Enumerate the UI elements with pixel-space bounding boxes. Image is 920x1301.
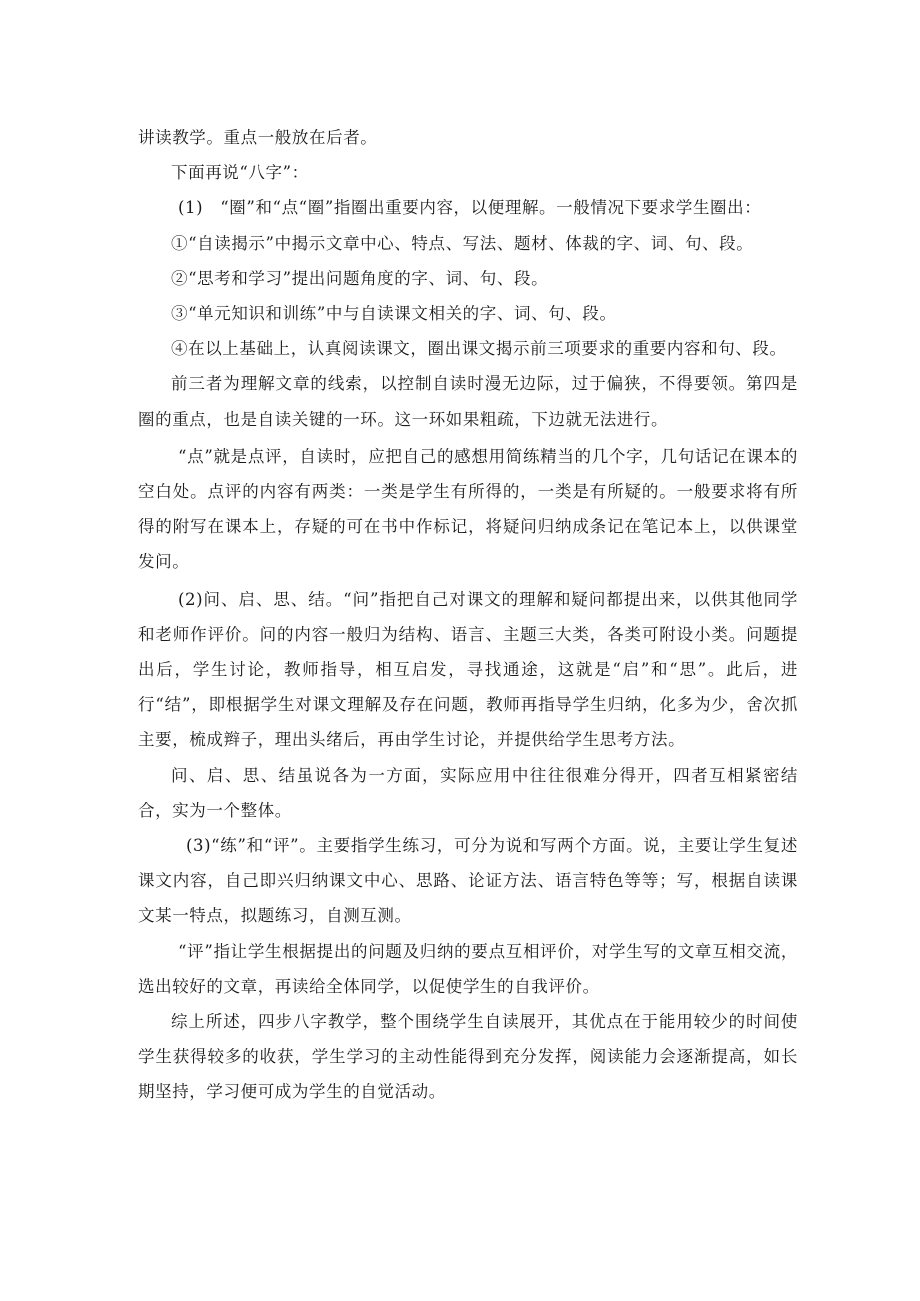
paragraph-10: (2)问、启、思、结。“问”指把自己对课文的理解和疑问都提出来，以供其他同学和老师作评价。问的内容一般归为结构、语言、主题三大类，各类可附设小类。问题提出后，学生讨论，教师指导，相互启发，寻找通途，这就是“启”和“思”。此后，进行“结”，即根据学生对课文理解及存在问题，教师再指导学生归纳，化多为少，舍次抓主要，梳成辫子，理出头绪后，再由学生讨论，并提供给学生思考方法。 — [138, 589, 798, 750]
paragraph-3: (1) “圈”和“点“圈”指圈出重要内容，以便理解。一般情况下要求学生圈出： — [178, 198, 762, 218]
paragraph-12: (3)“练”和“评”。主要指学生练习，可分为说和写两个方面。说，主要让学生复述课文内容，自己即兴归纳课文中心、思路、论证方法、语言特色等等；写，根据自读课文某一特点，拟题练习，自测互测。 — [138, 836, 798, 926]
paragraph-8: 前三者为理解文章的线索，以控制自读时漫无边际，过于偏狭，不得要领。第四是圈的重点，也是自读关键的一环。这一环如果粗疏，下边就无法进行。 — [138, 374, 798, 429]
document-body — [138, 120, 798, 1110]
paragraph-9: “点”就是点评，自读时，应把自己的感想用简练精当的几个字，几句话记在课本的空白处。点评的内容有两类：一类是学生有所得的，一类是有所疑的。一般要求将有所得的附写在课本上，存疑的可在书中作标记，将疑问归纳成条记在笔记本上，以供课堂发问。 — [138, 446, 798, 572]
paragraph-6: ③“单元知识和训练”中与自读课文相关的字、词、句、段。 — [171, 304, 617, 324]
paragraph-5: ②“思考和学习”提出问题角度的字、词、句、段。 — [171, 268, 549, 288]
paragraph-7: ④在以上基础上，认真阅读课文，圈出课文揭示前三项要求的重要内容和句、段。 — [171, 339, 787, 359]
paragraph-4: ①“自读揭示”中揭示文章中心、特点、写法、题材、体裁的字、词、句、段。 — [171, 233, 754, 253]
paragraph-1: 讲读教学。重点一般放在后者。 — [138, 128, 378, 147]
paragraph-11: 问、启、思、结虽说各为一方面，实际应用中往往很难分得开，四者互相紧密结合，实为一个整体。 — [138, 765, 798, 820]
paragraph-2: 下面再说“八字”： — [171, 163, 309, 183]
paragraph-14: 综上所述，四步八字教学，整个围绕学生自读展开，其优点在于能用较少的时间使学生获得较多的收获，学生学习的主动性能得到充分发挥，阅读能力会逐渐提高，如长期坚持，学习便可成为学生的自觉活动。 — [138, 1012, 798, 1102]
paragraph-13: “评”指让学生根据提出的问题及归纳的要点互相评价，对学生写的文章互相交流，选出较好的文章，再读给全体同学，以促使学生的自我评价。 — [138, 941, 798, 996]
